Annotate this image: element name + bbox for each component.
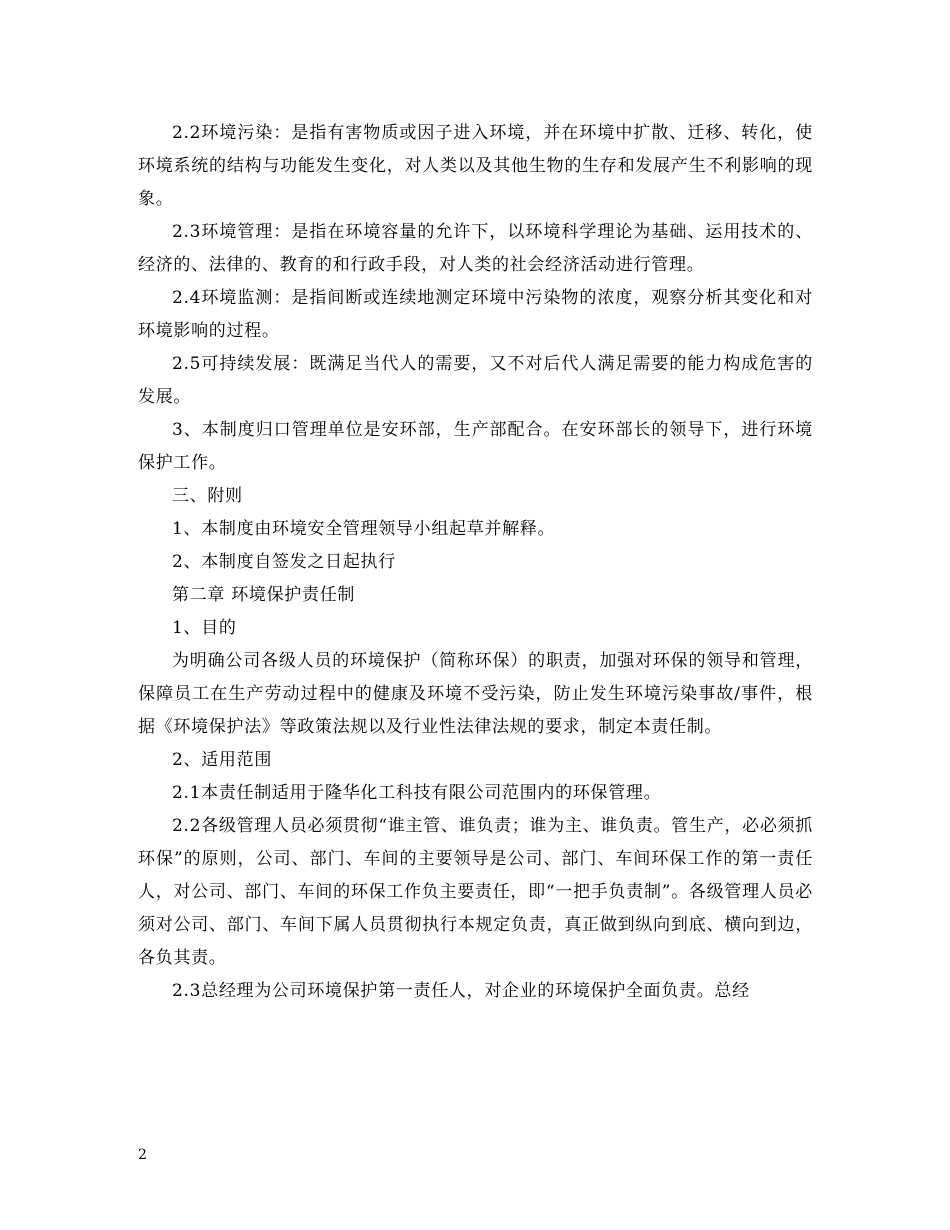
- paragraph-2-4-monitoring: 2.4环境监测：是指间断或连续地测定环境中污染物的浓度，观察分析其变化和对环境影响的过程。: [138, 288, 813, 341]
- paragraph-appendix-1: 1、本制度由环境安全管理领导小组起草并解释。: [172, 519, 556, 539]
- chapter-heading-2: 第二章 环境保护责任制: [172, 585, 356, 605]
- paragraph-2-2-pollution: 2.2环境污染：是指有害物质或因子进入环境，并在环境中扩散、迁移、转化，使环境系统的结构与功能发生变化，对人类以及其他生物的生存和发展产生不利影响的现象。: [138, 123, 813, 209]
- page-number: 2: [138, 1147, 147, 1163]
- paragraph-2-3-management: 2.3环境管理：是指在环境容量的允许下，以环境科学理论为基础、运用技术的、经济的、法律的、教育的和行政手段，对人类的社会经济活动进行管理。: [138, 222, 813, 275]
- paragraph-scope-2-1: 2.1本责任制适用于隆华化工科技有限公司范围内的环保管理。: [172, 783, 662, 803]
- section-heading-appendix: 三、附则: [172, 486, 243, 506]
- paragraph-scope-2-3: 2.3总经理为公司环境保护第一责任人，对企业的环境保护全面负责。总经: [172, 981, 750, 1001]
- paragraph-scope-2-2: 2.2各级管理人员必须贯彻“谁主管、谁负责；谁为主、谁负责。管生产，必必须抓环保”的原则，公司、部门、车间的主要领导是公司、部门、车间环保工作的第一责任人，对公司、部门、车间的环保工作负主要责任，即“一把手负责制”。各级管理人员必须对公司、部门、车间下属人员贯彻执行本规定负责，真正做到纵向到底、横向到边，各负其责。: [138, 816, 813, 968]
- section-heading-purpose: 1、目的: [172, 618, 237, 638]
- section-heading-scope: 2、适用范围: [172, 750, 273, 770]
- paragraph-appendix-2: 2、本制度自签发之日起执行: [172, 552, 396, 572]
- document-body: [138, 117, 813, 1008]
- paragraph-3-responsible-dept: 3、本制度归口管理单位是安环部，生产部配合。在安环部长的领导下，进行环境保护工作。: [138, 420, 813, 473]
- paragraph-2-5-sustainable: 2.5可持续发展：既满足当代人的需要，又不对后代人满足需要的能力构成危害的发展。: [138, 354, 813, 407]
- paragraph-purpose: 为明确公司各级人员的环境保护（简称环保）的职责，加强对环保的领导和管理，保障员工在生产劳动过程中的健康及环境不受污染，防止发生环境污染事故/事件，根据《环境保护法》等政策法规以及行业性法律法规的要求，制定本责任制。: [138, 651, 813, 737]
